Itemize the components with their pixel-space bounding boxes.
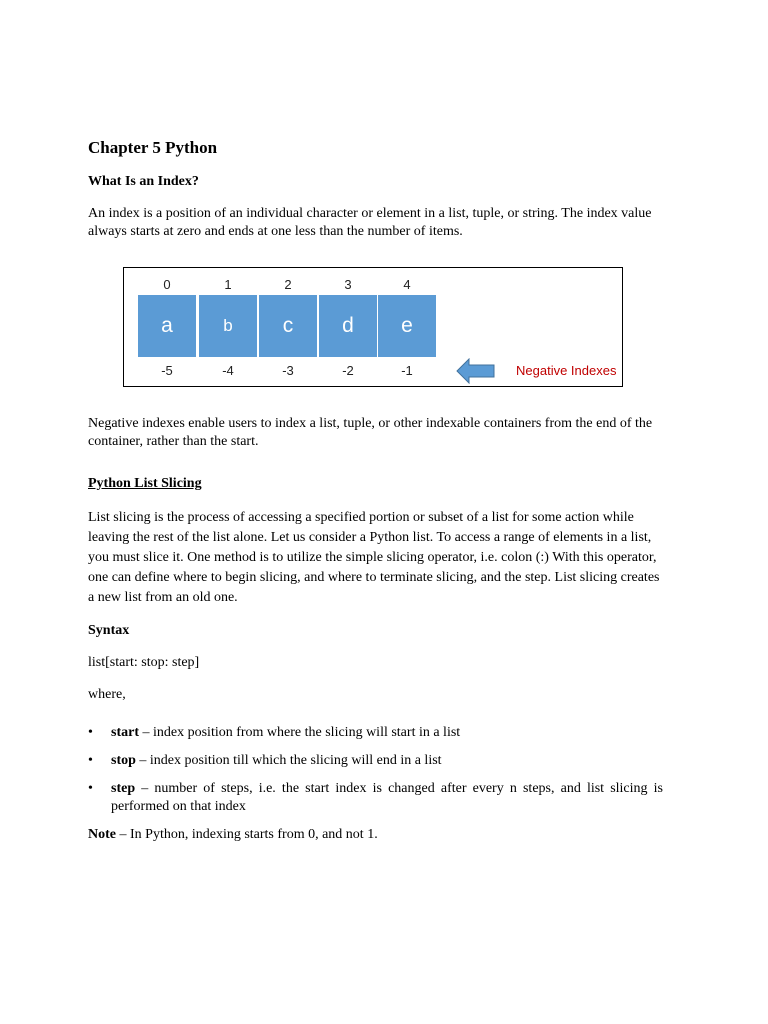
index-heading: What Is an Index?	[88, 174, 199, 189]
page-title: Chapter 5 Python	[88, 138, 218, 157]
list-item	[88, 752, 663, 770]
param-term: stop	[111, 753, 136, 768]
param-term: start	[111, 725, 139, 740]
index-figure	[123, 267, 623, 387]
list-item	[88, 724, 663, 742]
note-text: – In Python, indexing starts from 0, and not 1.	[116, 827, 378, 842]
param-description: – index position till which the slicing will end in a list	[135, 753, 442, 768]
list-cell: c	[259, 295, 317, 357]
list-cell: d	[319, 295, 377, 357]
list-item	[88, 780, 663, 816]
syntax-line: list[start: stop: step]	[88, 655, 200, 670]
left-arrow-icon	[456, 358, 496, 384]
list-cell: b	[199, 295, 257, 357]
positive-index-label: 2	[284, 277, 292, 292]
index-paragraph: An index is a position of an individual character or element in a list, tuple, or string. The index value always starts at zero and ends at one less than the number of items.	[88, 206, 652, 239]
negative-paragraph: Negative indexes enable users to index a list, tuple, or other indexable containers from the end of the container, rather than the start.	[88, 416, 653, 449]
bullet-icon: •	[88, 781, 93, 796]
where-label: where,	[88, 687, 126, 702]
list-cell: a	[138, 295, 196, 357]
negative-index-label: -1	[401, 363, 413, 378]
negative-index-label: -2	[342, 363, 354, 378]
param-description: – index position from where the slicing will start in a list	[139, 725, 461, 740]
slicing-paragraph: List slicing is the process of accessing a specified portion or subset of a list for some action while leaving the rest of the list alone. Let us consider a Python list. To access a range of elements in a list, you must slice it. One method is to utilize the simple slicing operator, i.e. colon (:) With this operator, one can define where to begin slicing, and where to terminate slicing, and the step. List slicing creates a new list from an old one.	[88, 510, 660, 605]
bullet-icon: •	[88, 753, 93, 768]
list-cell: e	[378, 295, 436, 357]
positive-index-label: 0	[163, 277, 171, 292]
param-description: – number of steps, i.e. the start index is changed after every n steps, and list slicing is performed on that index	[111, 781, 663, 814]
positive-index-label: 4	[403, 277, 411, 292]
negative-index-label: -4	[222, 363, 234, 378]
positive-index-label: 1	[224, 277, 232, 292]
positive-index-label: 3	[344, 277, 352, 292]
param-term: step	[111, 781, 136, 796]
note-paragraph	[88, 826, 663, 844]
bullet-icon: •	[88, 725, 93, 740]
negative-indexes-label: Negative Indexes	[516, 363, 617, 378]
negative-index-label: -3	[282, 363, 294, 378]
note-term: Note	[88, 827, 116, 842]
parameter-list	[88, 724, 663, 822]
negative-index-label: -5	[161, 363, 173, 378]
syntax-heading: Syntax	[88, 623, 130, 638]
slicing-heading: Python List Slicing	[88, 476, 202, 491]
